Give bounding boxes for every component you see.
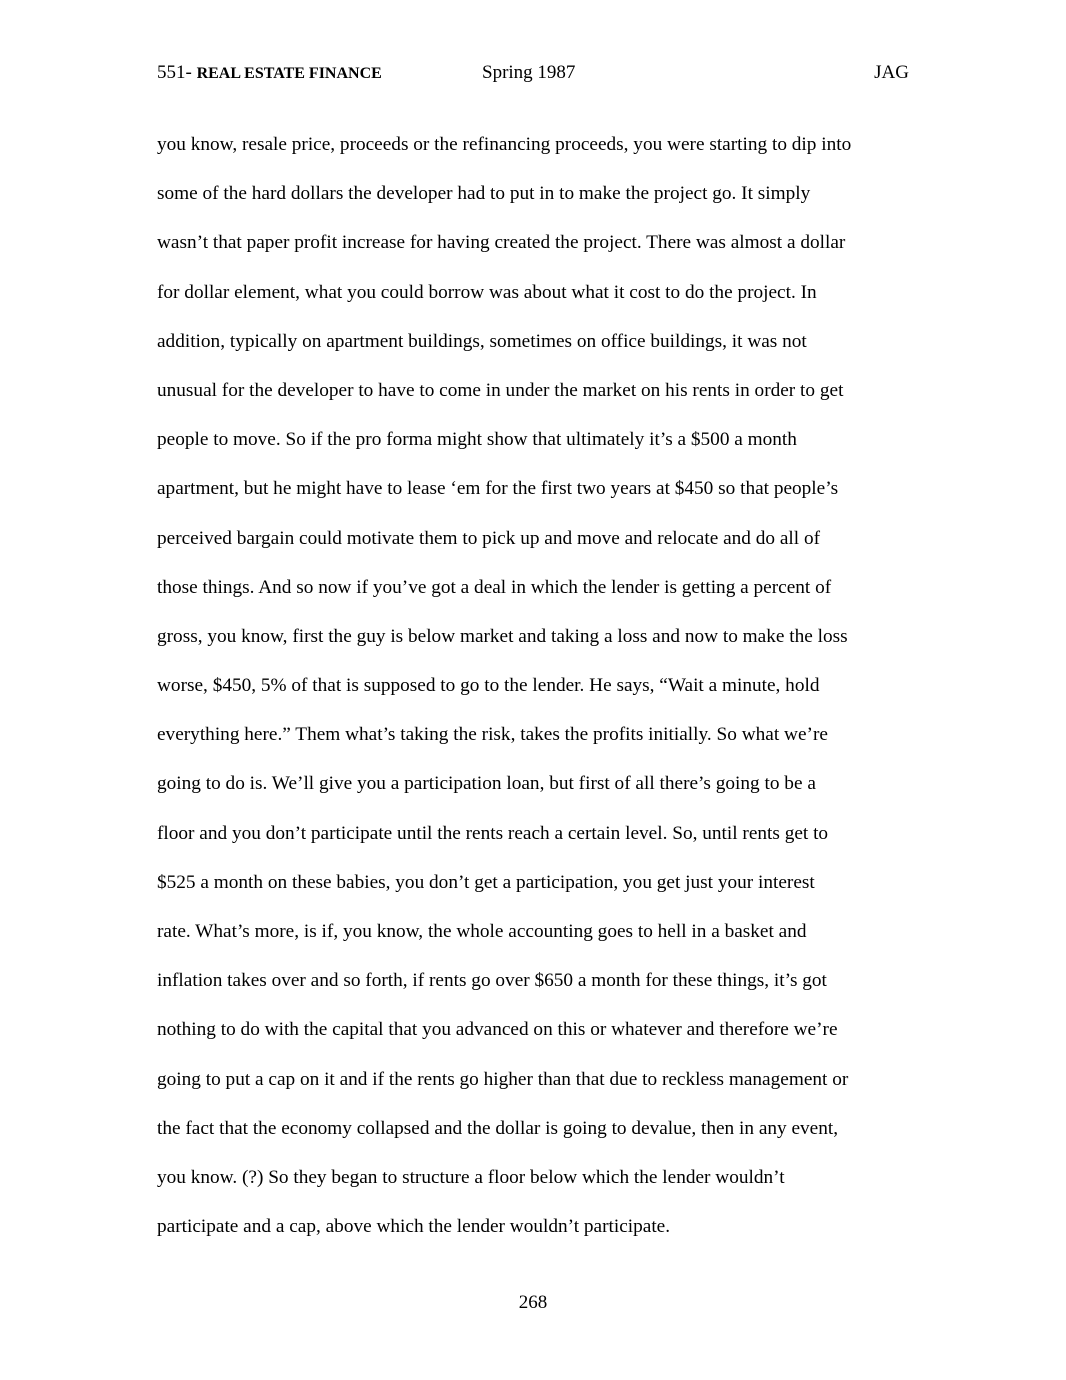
text-line: for dollar element, what you could borrow was about what it cost to do the project. In: [157, 281, 817, 303]
text-line: everything here.” Them what’s taking the risk, takes the profits initially. So what we’re: [157, 724, 828, 746]
page-number: 268: [518, 1292, 548, 1313]
text-line: the fact that the economy collapsed and the dollar is going to devalue, then in any event,: [157, 1117, 839, 1139]
text-line: wasn’t that paper profit increase for having created the project. There was almost a dollar: [157, 232, 846, 254]
text-line: going to put a cap on it and if the rents go higher than that due to reckless management or: [157, 1068, 849, 1090]
text-line: nothing to do with the capital that you advanced on this or whatever and therefore we’re: [157, 1019, 838, 1041]
text-line: perceived bargain could motivate them to pick up and move and relocate and do all of: [157, 527, 821, 549]
text-line: you know, resale price, proceeds or the refinancing proceeds, you were starting to dip into: [157, 134, 852, 155]
text-line: unusual for the developer to have to come in under the market on his rents in order to get: [157, 379, 844, 401]
text-line: apartment, but he might have to lease ‘em for the first two years at $450 so that people’s: [157, 478, 839, 500]
text-line: inflation takes over and so forth, if rents go over $650 a month for these things, it’s got: [157, 970, 827, 992]
text-line: gross, you know, first the guy is below market and taking a loss and now to make the loss: [157, 625, 848, 647]
text-line: $525 a month on these babies, you don’t get a participation, you get just your interest: [157, 871, 815, 893]
author-initials: JAG: [874, 62, 909, 83]
text-line: participate and a cap, above which the lender wouldn’t participate.: [157, 1216, 671, 1238]
text-line: floor and you don’t participate until the rents reach a certain level. So, until rents get to: [157, 822, 829, 844]
text-line: people to move. So if the pro forma might show that ultimately it’s a $500 a month: [157, 429, 797, 451]
term-label: Spring 1987: [482, 62, 576, 83]
page-header: [157, 62, 909, 92]
text-line: rate. What’s more, is if, you know, the whole accounting goes to hell in a basket and: [157, 921, 807, 942]
course-heading: [157, 62, 382, 84]
transcript-body: [157, 120, 909, 1251]
text-line: going to do is. We’ll give you a participation loan, but first of all there’s going to be a: [157, 773, 816, 795]
text-line: worse, $450, 5% of that is supposed to go to the lender. He says, “Wait a minute, hold: [157, 675, 820, 697]
text-line: addition, typically on apartment buildings, sometimes on office buildings, it was not: [157, 330, 807, 352]
text-line: those things. And so now if you’ve got a deal in which the lender is getting a percent of: [157, 576, 832, 598]
text-line: you know. (?) So they began to structure a floor below which the lender wouldn’t: [157, 1166, 785, 1188]
course-number: 551-: [157, 62, 192, 83]
course-title: REAL ESTATE FINANCE: [196, 65, 382, 82]
text-line: some of the hard dollars the developer had to put in to make the project go. It simply: [157, 183, 811, 205]
